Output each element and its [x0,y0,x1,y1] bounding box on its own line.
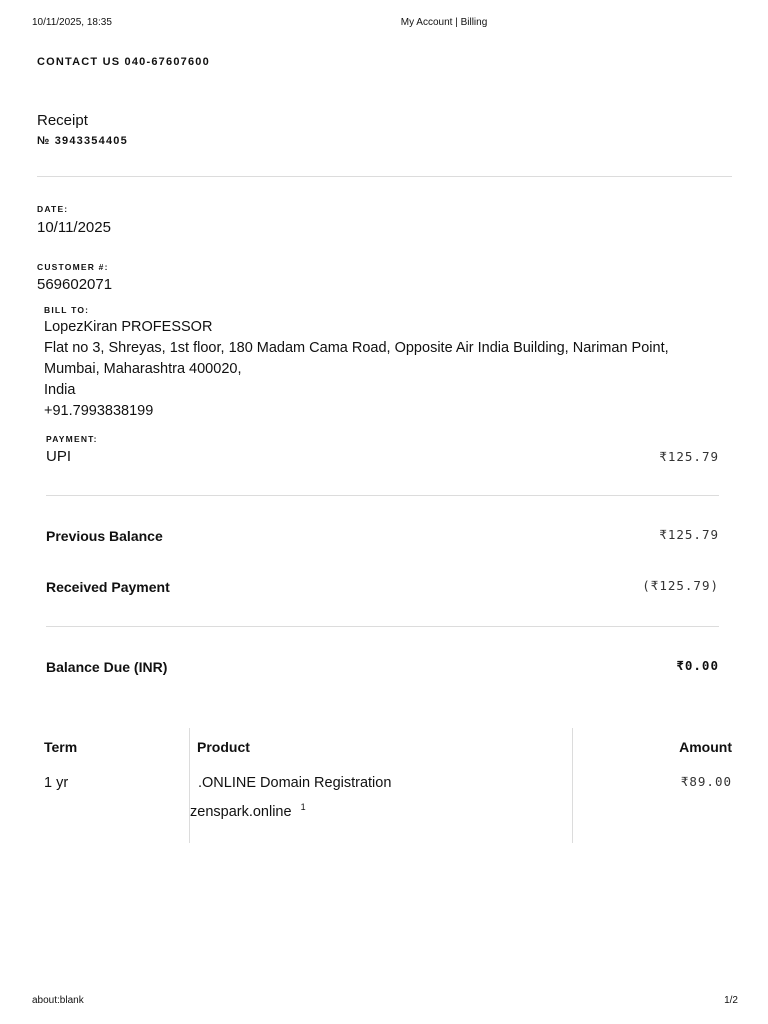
bill-to-name: LopezKiran PROFESSOR [44,319,213,335]
header-amount: Amount [679,739,732,755]
header-term: Term [44,739,78,755]
received-payment-amount: (₹125.79) [642,578,719,593]
row-term: 1 yr [44,775,69,791]
divider [46,626,719,627]
divider [46,495,719,496]
column-divider [572,728,573,843]
received-payment-label: Received Payment [46,579,170,595]
date-label: DATE: [37,204,69,214]
domain-name: zenspark.online [190,803,292,820]
print-datetime: 10/11/2025, 18:35 [32,17,112,28]
payment-method: UPI [46,448,72,465]
page-title-text: My Account | Billing [400,17,488,28]
footnote-marker: 1 [300,802,306,812]
customer-label: CUSTOMER #: [37,262,109,272]
bill-to-phone: +91.7993838199 [44,403,154,419]
print-url: about:blank [32,995,84,1006]
row-amount: ₹89.00 [680,774,732,789]
receipt-number: № 3943354405 [37,135,128,147]
print-page-title [0,17,768,28]
payment-label: PAYMENT: [46,434,98,444]
print-page-number: 1/2 [724,995,738,1006]
header-product: Product [197,739,250,755]
balance-due-label: Balance Due (INR) [46,659,168,675]
bill-to-address-line1: Flat no 3, Shreyas, 1st floor, 180 Madam Cama Road, Opposite Air India Building, Nariman Point, [44,340,669,356]
row-product: .ONLINE Domain Registration [198,775,392,791]
row-domain [190,802,306,820]
bill-to-address-line2: Mumbai, Maharashtra 400020, [44,361,242,377]
contact-phone: CONTACT US 040-67607600 [37,56,210,68]
customer-number: 569602071 [37,276,113,293]
previous-balance-label: Previous Balance [46,528,163,544]
bill-to-country: India [44,382,76,398]
date-value: 10/11/2025 [37,219,111,236]
payment-amount: ₹125.79 [659,449,719,464]
bill-to-label: BILL TO: [44,305,90,315]
balance-due-amount: ₹0.00 [676,658,719,673]
divider [37,176,732,177]
column-divider [189,728,190,843]
previous-balance-amount: ₹125.79 [659,527,719,542]
receipt-title: Receipt [37,112,88,129]
bill-to-address-block [44,317,734,422]
